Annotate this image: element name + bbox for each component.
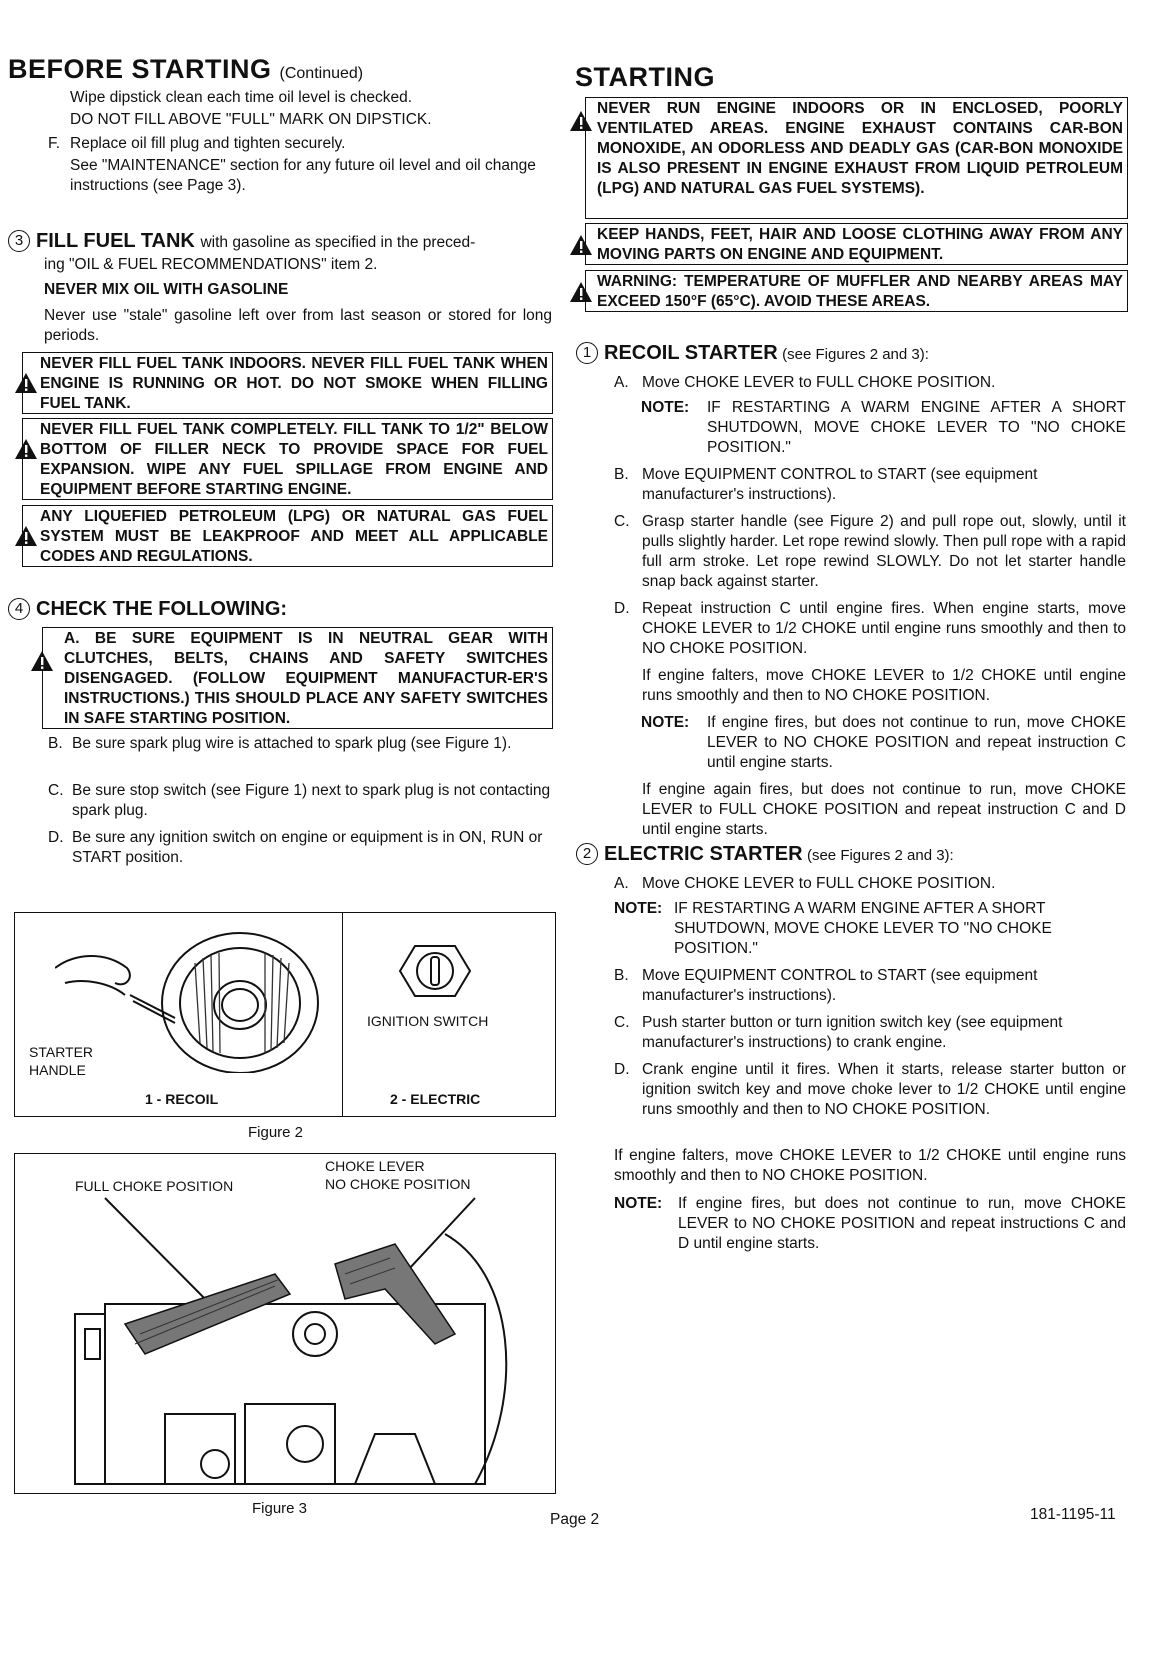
warning-text-fill-tank-completely: NEVER FILL FUEL TANK COMPLETELY. FILL TANK TO 1/2" BELOW BOTTOM OF FILLER NECK TO PROVIDE SPACE FOR FUEL EXPANSION. WIPE ANY FUEL SPILLAGE FROM ENGINE AND EQUIPMENT BEFORE STARTING ENGINE. [40, 421, 548, 498]
step-number-3: 3 [8, 230, 30, 252]
section-heading-before-starting: BEFORE STARTING (Continued) [8, 54, 364, 84]
step-2-electric-starter: 2 ELECTRIC STARTER (see Figures 2 and 3): [576, 843, 954, 866]
electric-step-a: A. Move CHOKE LEVER to FULL CHOKE POSITION. [614, 875, 996, 892]
ignition-switch-label: IGNITION SWITCH [367, 1013, 489, 1029]
electric-label: 2 - ELECTRIC [390, 1091, 481, 1107]
dipstick-line: Wipe dipstick clean each time oil level is checked. [70, 89, 413, 106]
recoil-step-a: A. Move CHOKE LEVER to FULL CHOKE POSITION. [614, 374, 996, 391]
warning-triangle-icon [14, 438, 38, 460]
warning-triangle-icon [569, 234, 593, 256]
electric-step-d: D. Crank engine until it fires. When it starts, release starter button or ignition switch key and move choke lever to 1/2 CHOKE until engine runs smoothly and then to NO CHOKE POSITION. [614, 1061, 1126, 1118]
recoil-note-fires: NOTE: If engine fires, but does not continue to run, move CHOKE LEVER to NO CHOKE POSITION and repeat instruction C until engine starts. [641, 714, 1126, 771]
check-item-c: C. Be sure stop switch (see Figure 1) next to spark plug is not contacting spark plug. [48, 782, 551, 819]
warning-triangle-icon [569, 110, 593, 132]
item-f-sub: See "MAINTENANCE" section for any future oil level and oil change instructions (see Page 3). [70, 157, 536, 194]
step-1-recoil-starter: 1 RECOIL STARTER (see Figures 2 and 3): [576, 342, 929, 365]
check-item-d: D. Be sure any ignition switch on engine or equipment is in ON, RUN or START position. [48, 829, 543, 866]
recoil-step-b: B. Move EQUIPMENT CONTROL to START (see equipment manufacturer's instructions). [614, 466, 1038, 503]
starter-handle-label: STARTER HANDLE [29, 1044, 94, 1078]
warning-text-lpg: ANY LIQUEFIED PETROLEUM (LPG) OR NATURAL GAS FUEL SYSTEM MUST BE LEAKPROOF AND MEET ALL APPLICABLE CODES AND REGULATIONS. [40, 508, 548, 565]
recoil-label: 1 - RECOIL [145, 1091, 219, 1107]
warning-box-indoors [585, 97, 1128, 219]
recoil-step-d: D. Repeat instruction C until engine fires. When engine starts, move CHOKE LEVER to 1/2 CHOKE until engine runs smoothly and then to NO CHOKE POSITION. [614, 600, 1126, 657]
figure-2-box [14, 912, 556, 1117]
warning-box-muffler [585, 270, 1128, 312]
dipstick-full-line: DO NOT FILL ABOVE "FULL" MARK ON DIPSTICK. [70, 111, 432, 128]
warning-text-muffler: WARNING: TEMPERATURE OF MUFFLER AND NEARBY AREAS MAY EXCEED 150°F (65°C). AVOID THESE AREAS. [597, 273, 1123, 310]
warning-box-moving-parts [585, 223, 1128, 265]
full-choke-position-label: FULL CHOKE POSITION [75, 1178, 234, 1194]
warning-triangle-icon [14, 525, 38, 547]
never-mix-oil: NEVER MIX OIL WITH GASOLINE [44, 281, 289, 298]
step-3-continuation: ing "OIL & FUEL RECOMMENDATIONS" item 2. [44, 256, 378, 273]
electric-step-c: C. Push starter button or turn ignition switch key (see equipment manufacturer's instructions) to crank engine. [614, 1014, 1063, 1051]
warning-triangle-icon [14, 372, 38, 394]
step-4-check-following: 4 CHECK THE FOLLOWING: [8, 598, 287, 621]
warning-text-moving-parts: KEEP HANDS, FEET, HAIR AND LOOSE CLOTHING AWAY FROM ANY MOVING PARTS ON ENGINE AND EQUIPMENT. [597, 226, 1123, 263]
figure-3-caption: Figure 3 [252, 1500, 308, 1517]
no-choke-position-label: NO CHOKE POSITION [325, 1176, 471, 1192]
warning-box-lpg [22, 505, 553, 567]
electric-note-warm-engine: NOTE: IF RESTARTING A WARM ENGINE AFTER A SHORT SHUTDOWN, MOVE CHOKE LEVER TO "NO CHOKE POSITION." [614, 900, 1052, 957]
figure-2-caption: Figure 2 [248, 1124, 304, 1141]
electric-falters-note: If engine falters, move CHOKE LEVER to 1/2 CHOKE until engine runs smoothly and then to NO CHOKE POSITION. [614, 1147, 1126, 1184]
recoil-step-c: C. Grasp starter handle (see Figure 2) and pull rope out, slowly, until it pulls slightly harder. Let rope rewind slowly. Then pull rope with a rapid full arm stroke. Let rope rewind SLOWLY. Do not let starter handle snap back against starter. [614, 513, 1126, 590]
electric-step-b: B. Move EQUIPMENT CONTROL to START (see equipment manufacturer's instructions). [614, 967, 1038, 1004]
warning-text-neutral-gear: A. BE SURE EQUIPMENT IS IN NEUTRAL GEAR WITH CLUTCHES, BELTS, CHAINS AND SAFETY SWITCHES DISENGAGED. (FOLLOW EQUIPMENT MANUFACTUR-ER'S INSTRUCTIONS.) THIS SHOULD PLACE ANY SAFETY SWITCHES IN SAFE STARTING POSITION. [64, 630, 548, 727]
recoil-note-warm-engine: NOTE: IF RESTARTING A WARM ENGINE AFTER A SHORT SHUTDOWN, MOVE CHOKE LEVER TO "NO CHOKE POSITION." [641, 399, 1126, 456]
warning-box-fuel-indoors [22, 352, 553, 414]
choke-lever-illustration [15, 1194, 555, 1494]
heading-continued: (Continued) [279, 65, 364, 82]
warning-triangle-icon [30, 650, 54, 672]
check-item-b: B. Be sure spark plug wire is attached to spark plug (see Figure 1). [48, 735, 512, 752]
item-f: F. Replace oil fill plug and tighten securely. [48, 135, 346, 152]
electric-note-fires: NOTE: If engine fires, but does not continue to run, move CHOKE LEVER to NO CHOKE POSITION and repeat instructions C and D until engine starts. [614, 1195, 1126, 1252]
page-number: Page 2 [550, 1511, 600, 1528]
recoil-again-fires: If engine again fires, but does not continue to run, move CHOKE LEVER to FULL CHOKE POSITION and repeat instruction C and D until engine starts. [642, 781, 1126, 838]
step-number-1: 1 [576, 342, 598, 364]
step-3-fill-fuel-tank: 3 FILL FUEL TANK with gasoline as specified in the preced- [8, 230, 558, 253]
figure-2-divider [342, 913, 343, 1116]
warning-text-fuel-indoors: NEVER FILL FUEL TANK INDOORS. NEVER FILL FUEL TANK WHEN ENGINE IS RUNNING OR HOT. DO NOT SMOKE WHEN FILLING FUEL TANK. [40, 355, 548, 412]
figure-3-box [14, 1153, 556, 1494]
step-number-2: 2 [576, 843, 598, 865]
document-number: 181-1195-11 [1030, 1506, 1116, 1523]
stale-gasoline-note: Never use "stale" gasoline left over from last season or stored for long periods. [44, 307, 552, 344]
warning-text-indoors: NEVER RUN ENGINE INDOORS OR IN ENCLOSED, POORLY VENTILATED AREAS. ENGINE EXHAUST CONTAINS CAR-BON MONOXIDE, AN ODORLESS AND DEADLY GAS (CAR-BON MONOXIDE IS ALSO PRESENT IN ENGINE EXHAUST FROM LIQUID PETROLEUM (LPG) AND NATURAL GAS FUEL SYSTEMS). [597, 100, 1123, 197]
recoil-falters-note: If engine falters, move CHOKE LEVER to 1/2 CHOKE until engine runs smoothly and then to NO CHOKE POSITION. [642, 667, 1126, 704]
choke-lever-label: CHOKE LEVER [325, 1158, 425, 1174]
step-number-4: 4 [8, 598, 30, 620]
warning-box-neutral-gear [42, 627, 553, 729]
warning-box-fill-tank-completely [22, 418, 553, 500]
ignition-switch-icon [395, 941, 475, 1001]
section-heading-starting: STARTING [575, 62, 715, 92]
warning-triangle-icon [569, 281, 593, 303]
